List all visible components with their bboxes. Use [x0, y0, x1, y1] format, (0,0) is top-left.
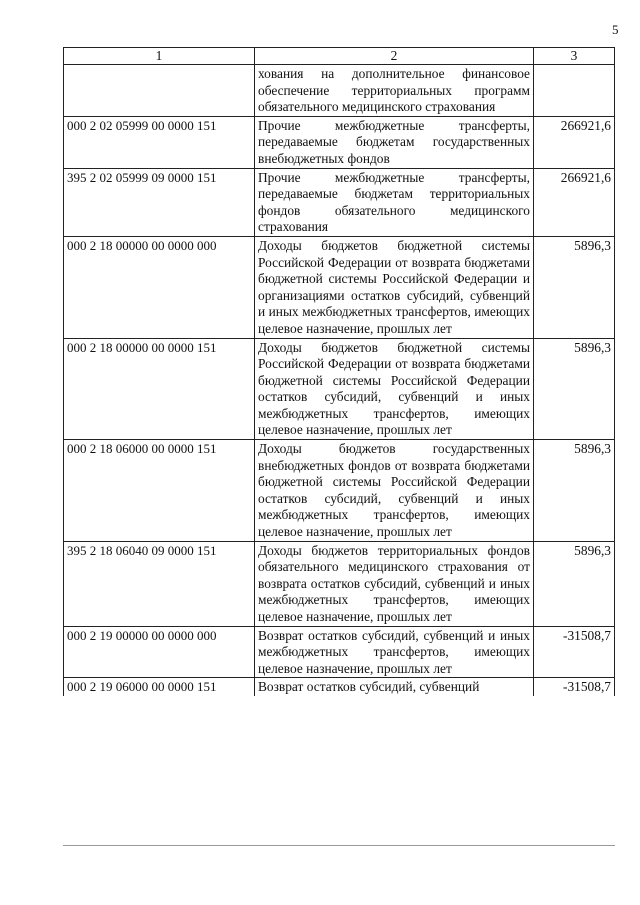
row-amount: -31508,7 [534, 626, 615, 678]
row-description: Доходы бюджетов территориальных фондов обязательного медицинского страхования от возврата остатков субсидий, субвенций и иных межбюджетных трансфертов, имеющих целевое назначение, прошлых лет [255, 541, 534, 626]
row-amount: -31508,7 [534, 678, 615, 696]
table-row [64, 338, 615, 440]
row-amount [534, 65, 615, 117]
row-code: 000 2 02 05999 00 0000 151 [64, 116, 255, 168]
row-description: Прочие межбюджетные трансферты, передаваемые бюджетам государственных внебюджетных фондов [255, 116, 534, 168]
row-code: 395 2 02 05999 09 0000 151 [64, 168, 255, 236]
row-code [64, 65, 255, 117]
column-header-description: 2 [255, 48, 534, 65]
table-row [64, 168, 615, 236]
row-code: 000 2 19 00000 00 0000 000 [64, 626, 255, 678]
row-code: 000 2 19 06000 00 0000 151 [64, 678, 255, 696]
table-row [64, 65, 615, 117]
row-amount: 5896,3 [534, 236, 615, 338]
row-amount: 266921,6 [534, 168, 615, 236]
row-code: 395 2 18 06040 09 0000 151 [64, 541, 255, 626]
row-code: 000 2 18 00000 00 0000 151 [64, 338, 255, 440]
row-amount: 5896,3 [534, 440, 615, 542]
row-amount: 266921,6 [534, 116, 615, 168]
column-header-amount: 3 [534, 48, 615, 65]
table-row [64, 440, 615, 542]
table-row [64, 541, 615, 626]
row-amount: 5896,3 [534, 338, 615, 440]
table-row [64, 116, 615, 168]
row-description: Возврат остатков субсидий, субвенций и иных межбюджетных трансфертов, имеющих целевое назначение, прошлых лет [255, 626, 534, 678]
table-row [64, 626, 615, 678]
budget-table [63, 47, 615, 696]
row-code: 000 2 18 06000 00 0000 151 [64, 440, 255, 542]
row-description: Возврат остатков субсидий, субвенций [255, 678, 534, 696]
table-row [64, 236, 615, 338]
row-description: Прочие межбюджетные трансферты, передаваемые бюджетам территориальных фондов обязательного медицинского страхования [255, 168, 534, 236]
row-description: Доходы бюджетов государственных внебюджетных фондов от возврата бюджетами бюджетной системы Российской Федерации остатков субсидий, субвенций и иных межбюджетных трансфертов, имеющих целевое назначение, прошлых лет [255, 440, 534, 542]
page-number: 5 [612, 22, 619, 37]
table-bottom-rule [63, 845, 615, 846]
row-description: Доходы бюджетов бюджетной системы Российской Федерации от возврата бюджетами бюджетной системы Российской Федерации остатков субсидий, субвенций и иных межбюджетных трансфертов, имеющих целевое назначение, прошлых лет [255, 338, 534, 440]
column-header-code: 1 [64, 48, 255, 65]
table-row [64, 678, 615, 696]
row-amount: 5896,3 [534, 541, 615, 626]
row-description: хования на дополнительное финансовое обеспечение территориальных программ обязательного медицинского страхования [255, 65, 534, 117]
row-description: Доходы бюджетов бюджетной системы Российской Федерации от возврата бюджетами бюджетной системы Российской Федерации и организациями остатков субсидий, субвенций и иных межбюджетных трансфертов, имеющих целевое назначение, прошлых лет [255, 236, 534, 338]
header-row [64, 48, 615, 65]
row-code: 000 2 18 00000 00 0000 000 [64, 236, 255, 338]
